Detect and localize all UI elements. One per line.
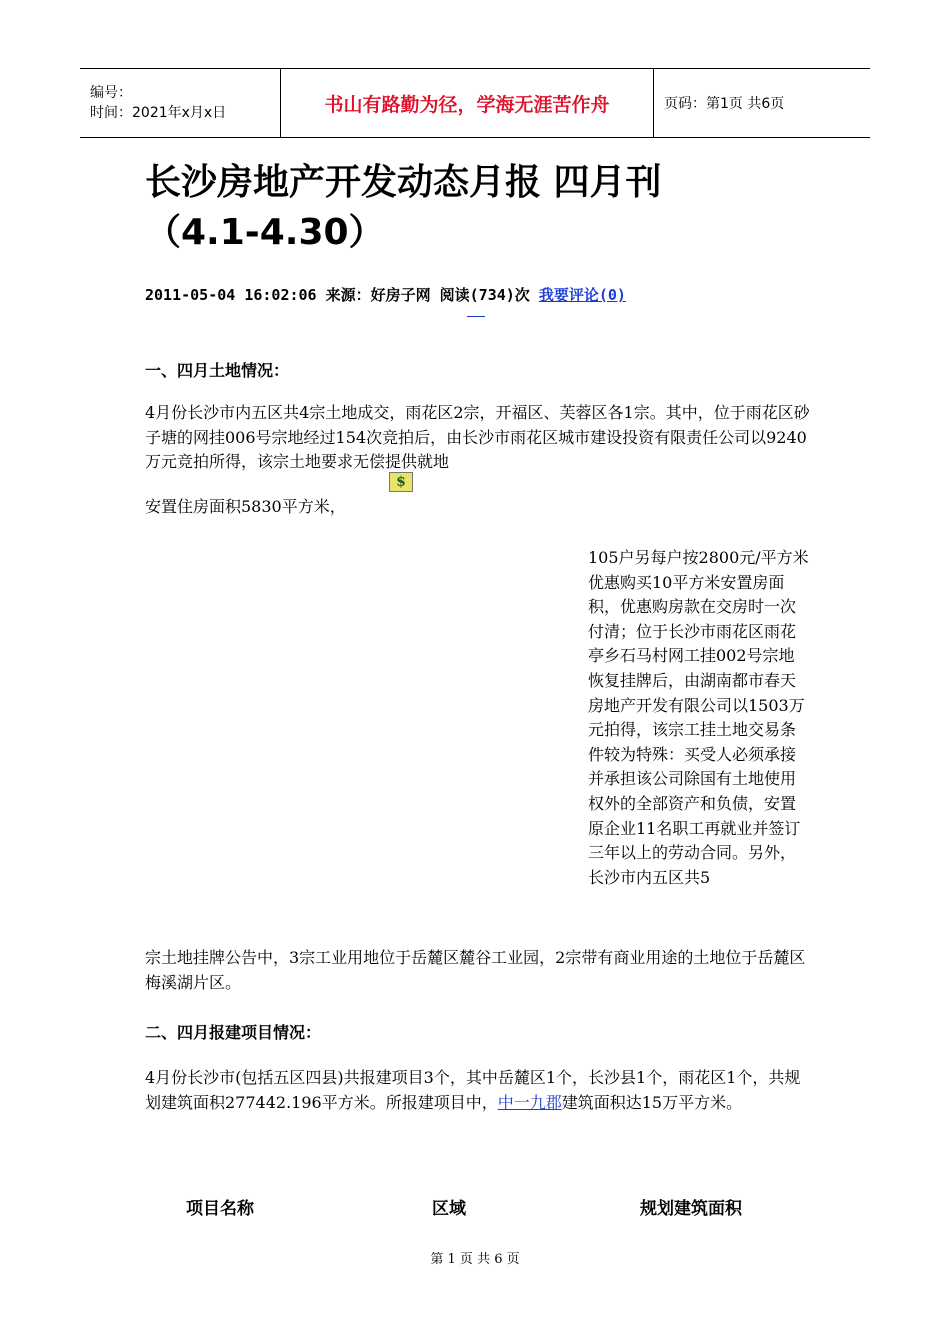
table-header-name: 项目名称	[186, 1199, 254, 1219]
table-header-region: 区域	[432, 1199, 466, 1219]
motto-text: 书山有路勤为径，学海无涯苦作舟	[324, 93, 610, 116]
article-meta	[145, 284, 626, 305]
meta-text: 2011-05-04 16:02:06 来源：好房子网 阅读(734)次	[145, 286, 539, 304]
header-motto	[281, 69, 654, 137]
section-1-tail: 宗土地挂牌公告中，3宗工业用地位于岳麓区麓谷工业园，2宗带有商业用途的土地位于岳麓区梅溪湖片区。	[145, 948, 806, 992]
article-title	[145, 158, 845, 258]
section-1-heading: 一、四月土地情况：	[145, 361, 290, 380]
header-page-info: 页码：第1页 共6页	[664, 96, 785, 112]
title-line-1: 长沙房地产开发动态月报 四月刊	[145, 162, 662, 203]
section-2-paragraph	[145, 1066, 810, 1115]
section-1-line-2: 安置住房面积5830平方米，	[145, 497, 346, 516]
section-2-text-a: 4月份长沙市(包括五区四县)共报建项目3个，其中岳麓区1个，长沙县1个，雨花区1个，共规划建筑面积277442.196平方米。所报建项目中，	[145, 1068, 801, 1112]
page-footer: 第 1 页 共 6 页	[430, 1252, 520, 1267]
header-meta	[80, 69, 281, 137]
document-header	[80, 68, 870, 138]
section-2-heading: 二、四月报建项目情况：	[145, 1023, 322, 1042]
project-link[interactable]: 中一九郡	[497, 1092, 562, 1112]
title-line-2: （4.1-4.30）	[145, 212, 385, 253]
comment-link[interactable]: 我要评论(0)	[538, 286, 626, 304]
section-1-column-text: 105户另每户按2800元/平方米优惠购买10平方米安置房面积，优惠购房款在交房时一次付清；位于长沙市雨花区雨花亭乡石马村网工挂002号宗地恢复挂牌后，由湖南都市春天房地产开发有限公司以1503万元拍得，该宗工挂土地交易条件较为特殊：买受人必须承接并承担该公司除国有土地使用权外的全部资产和负债，安置原企业11名职工再就业并签订三年以上的劳动合同。另外，长沙市内五区共5	[588, 548, 809, 887]
link-underline-dash[interactable]	[467, 316, 485, 317]
time-label: 时间：2021年x月x日	[90, 105, 227, 121]
table-header-area: 规划建筑面积	[640, 1199, 742, 1219]
dollar-icon[interactable]: $	[389, 472, 413, 492]
section-2-text-b: 建筑面积达15万平方米。	[561, 1092, 743, 1112]
section-1-paragraph: 4月份长沙市内五区共4宗土地成交，雨花区2宗，开福区、芙蓉区各1宗。其中，位于雨花区砂子塘的网挂006号宗地经过154次竞拍后，由长沙市雨花区城市建设投资有限责任公司以9240万元竞拍所得，该宗土地要求无偿提供就地	[145, 403, 810, 471]
number-label: 编号：	[90, 85, 132, 101]
